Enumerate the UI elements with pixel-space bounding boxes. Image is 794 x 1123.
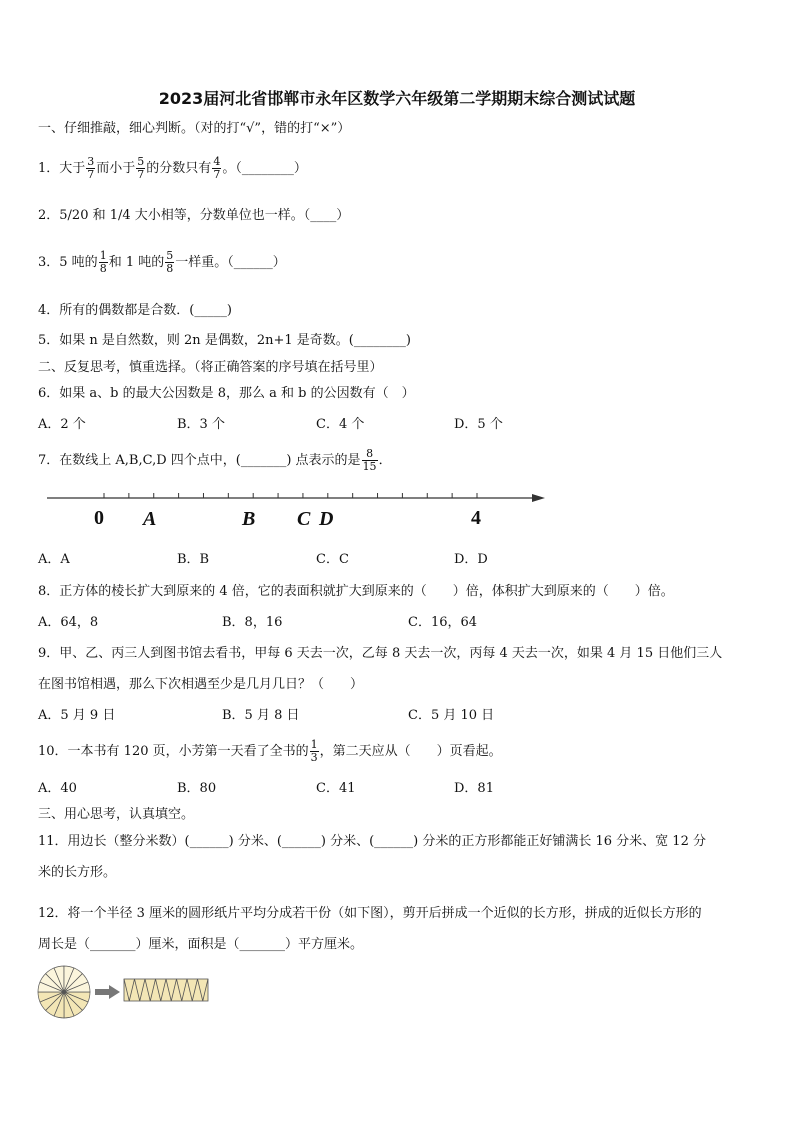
question-2: 2．5/20 和 1/4 大小相等，分数单位也一样。（____） [38, 208, 350, 223]
section-2-heading: 二、反复思考，慎重选择。（将正确答案的序号填在括号里） [38, 360, 383, 375]
section-3-heading: 三、用心思考，认真填空。 [38, 807, 195, 822]
arrow-icon [95, 985, 120, 999]
q6-option-b: B．3 个 [177, 417, 225, 432]
number-line-label-d: D [319, 508, 334, 530]
question-9-line-1: 9．甲、乙、丙三人到图书馆去看书，甲每 6 天去一次，乙每 8 天去一次，丙每 4 天去一次，如果 4 月 15 日他们三人 [38, 646, 723, 661]
fraction-3-7: $\frac{3}{7}$ [87, 154, 95, 181]
question-3 [38, 246, 286, 280]
q9-option-c: C．5 月 10 日 [408, 708, 495, 723]
q8-option-c: C．16，64 [408, 615, 478, 630]
q1-text-c: 的分数只有 [146, 161, 212, 176]
q1-blank: 。（________） [222, 161, 307, 176]
number-line-label-4: 4 [471, 507, 481, 529]
question-6: 6．如果 a、b 的最大公因数是 8，那么 a 和 b 的公因数有（ ） [38, 386, 415, 401]
q9-option-b: B．5 月 8 日 [222, 708, 300, 723]
number-line-label-0: 0 [94, 507, 104, 529]
circle-to-rectangle-figure [36, 963, 216, 1021]
q3-text-c: 一样重。（______） [175, 255, 286, 270]
q7-option-a: A．A [38, 552, 70, 567]
rectangle-outline [124, 979, 208, 1001]
question-11-line-2: 米的长方形。 [38, 865, 117, 880]
q8-option-b: B．8，16 [222, 615, 283, 630]
question-9-line-2: 在图书馆相遇，那么下次相遇至少是几月几日？（ ） [38, 677, 364, 692]
fraction-8-15: $\frac{8}{15}$ [362, 446, 377, 473]
q7-option-d: D．D [454, 552, 488, 567]
fraction-5-7: $\frac{5}{7}$ [137, 154, 145, 181]
q6-option-c: C．4 个 [316, 417, 365, 432]
fraction-5-8: $\frac{5}{8}$ [166, 248, 174, 275]
sectored-circle [38, 966, 90, 1018]
q1-text-b: 而小于 [96, 161, 136, 176]
number-line-ticks [104, 493, 477, 498]
question-4: 4．所有的偶数都是合数．(_____) [38, 303, 232, 318]
q7-option-c: C．C [316, 552, 349, 567]
number-line-label-b: B [242, 508, 256, 530]
q10-text-a: 10．一本书有 120 页，小芳第一天看了全书的 [38, 744, 309, 759]
page-title: 2023届河北省邯郸市永年区数学六年级第二学期期末综合测试试题 [158, 89, 636, 108]
fraction-1-8: $\frac{1}{8}$ [99, 248, 107, 275]
q10-option-b: B．80 [177, 781, 217, 796]
question-11-line-1: 11．用边长（整分米数）(______) 分米、(______) 分米、(______) 分米的正方形都能正好铺满长 16 分米、宽 12 分 [38, 834, 706, 849]
q6-option-d: D．5 个 [454, 417, 503, 432]
approximate-rectangle [124, 979, 208, 1001]
q10-text-b: ，第二天应从（ ）页看起。 [319, 744, 502, 759]
number-line-label-a: A [143, 508, 157, 530]
question-12-line-2: 周长是（_______）厘米，面积是（_______）平方厘米。 [38, 937, 364, 952]
q3-text-a: 3．5 吨的 [38, 255, 98, 270]
q10-option-d: D．81 [454, 781, 494, 796]
number-line-arrow-icon [532, 494, 545, 502]
question-1 [38, 152, 307, 186]
number-line-label-c: C [297, 508, 311, 530]
q7-option-b: B．B [177, 552, 210, 567]
q8-option-a: A．64，8 [38, 615, 99, 630]
question-12-line-1: 12．将一个半径 3 厘米的圆形纸片平均分成若干份（如下图），剪开后拼成一个近似的长方形，拼成的近似长方形的 [38, 906, 702, 921]
fraction-1-3: $\frac{1}{3}$ [310, 737, 318, 764]
q10-option-c: C．41 [316, 781, 356, 796]
q1-text-a: 1．大于 [38, 161, 86, 176]
q6-option-a: A．2 个 [38, 417, 86, 432]
question-7 [38, 444, 392, 478]
q7-text-a: 7．在数线上 A,B,C,D 四个点中，(_______) 点表示的是 [38, 453, 361, 468]
q3-text-b: 和 1 吨的 [108, 255, 165, 270]
fraction-4-7: $\frac{4}{7}$ [213, 154, 221, 181]
question-10 [38, 735, 502, 769]
section-1-heading: 一、仔细推敲，细心判断。（对的打“√”，错的打“×”） [38, 121, 351, 136]
question-5: 5．如果 n 是自然数，则 2n 是偶数，2n+1 是奇数。(________) [38, 333, 411, 348]
q7-text-e: ． [378, 453, 392, 468]
q10-option-a: A．40 [38, 781, 77, 796]
number-line [0, 480, 794, 530]
question-8: 8．正方体的棱长扩大到原来的 4 倍，它的表面积就扩大到原来的（ ）倍，体积扩大到原来的（ ）倍。 [38, 584, 674, 599]
q9-option-a: A．5 月 9 日 [38, 708, 116, 723]
